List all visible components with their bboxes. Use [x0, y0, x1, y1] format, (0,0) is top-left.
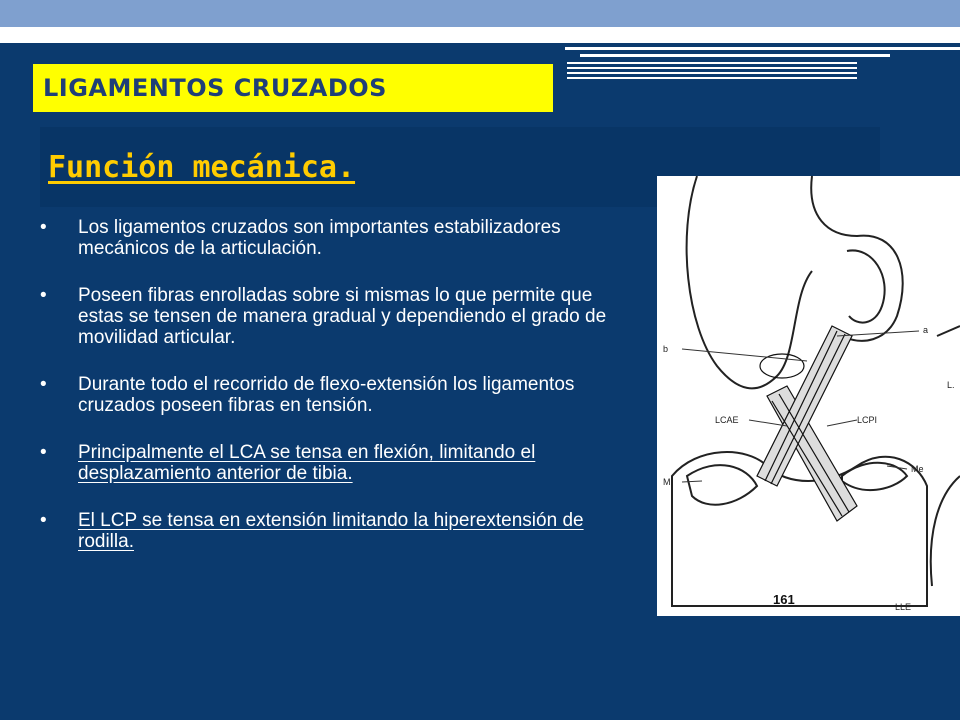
decorative-line-2: [580, 54, 890, 57]
knee-ligament-illustration: [657, 176, 960, 616]
white-divider-strip: [0, 27, 960, 43]
lateral-meniscus: [842, 463, 907, 490]
bullet-item: • Durante todo el recorrido de flexo-extensión los ligamentos cruzados poseen fibras en tensión.: [32, 374, 642, 416]
label-l: L.: [947, 380, 955, 390]
condyle-outline: [811, 176, 902, 341]
knee-drawing: [657, 176, 960, 616]
slide-title: Función mecánica.: [48, 150, 356, 185]
bullet-list: [32, 217, 642, 578]
top-accent-strip: [0, 0, 960, 27]
label-b: b: [663, 344, 669, 354]
label-a: a: [923, 325, 929, 335]
decorative-line-3: [567, 62, 857, 64]
label-lcpi: LCPI: [857, 415, 878, 425]
decorative-line-5: [567, 72, 857, 74]
label-mi: Mi: [663, 477, 673, 487]
bullet-item: • Poseen fibras enrolladas sobre si mismas lo que permite que estas se tensen de manera gradual y dependiendo el grado de movilidad articular.: [32, 285, 642, 348]
decorative-line-4: [567, 67, 857, 69]
condyle-inner: [847, 250, 885, 322]
label-lle: LLE: [895, 602, 912, 612]
bullet-item-underlined: • Principalmente el LCA se tensa en flexión, limitando el desplazamiento anterior de tibia.: [32, 442, 642, 484]
tibia-right-edge: [931, 476, 960, 586]
decorative-line-1: [565, 47, 960, 50]
figure-number: 161: [773, 592, 795, 607]
label-me: Me: [911, 464, 924, 474]
bullet-item: • Los ligamentos cruzados son importantes estabilizadores mecánicos de la articulación.: [32, 217, 642, 259]
label-lcae: LCAE: [715, 415, 739, 425]
side-mark: [937, 326, 960, 336]
femur-outline: [687, 176, 812, 388]
medial-meniscus: [687, 465, 757, 505]
bullet-item-underlined: • El LCP se tensa en extensión limitando la hiperextensión de rodilla.: [32, 510, 642, 552]
tibia-outline: [672, 452, 927, 606]
section-tag: LIGAMENTOS CRUZADOS: [33, 64, 553, 112]
decorative-line-6: [567, 77, 857, 79]
